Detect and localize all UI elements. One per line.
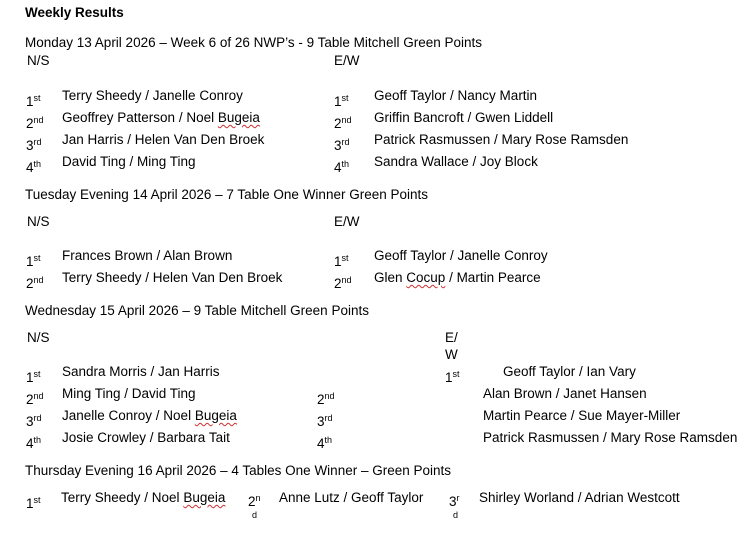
placing: 2nd	[317, 391, 335, 407]
placing: 1st	[334, 93, 349, 109]
pair-name: Terry Sheedy / Noel Bugeia	[61, 490, 226, 505]
tuesday-heading: Tuesday Evening 14 April 2026 – 7 Table One Winner Green Points	[25, 187, 428, 202]
placing: 3rd	[26, 137, 42, 153]
pair-name: Patrick Rasmussen / Mary Rose Ramsden	[374, 132, 629, 147]
placing: 1st	[26, 369, 41, 385]
placing: 4th	[317, 435, 333, 451]
pair-name: Josie Crowley / Barbara Tait	[62, 430, 230, 445]
wednesday-ew-label-1: E/	[445, 330, 458, 345]
placing: 2nd	[334, 115, 352, 131]
placing: 2nd	[26, 391, 44, 407]
pair-name: Sandra Wallace / Joy Block	[374, 154, 538, 169]
placing: 3rd	[26, 413, 42, 429]
pair-name: Griffin Bancroft / Gwen Liddell	[374, 110, 554, 125]
pair-name: Geoffrey Patterson / Noel Bugeia	[62, 110, 260, 125]
pair-name: Terry Sheedy / Janelle Conroy	[62, 88, 243, 103]
placing: 1st	[445, 369, 460, 385]
thursday-heading: Thursday Evening 16 April 2026 – 4 Tables One Winner – Green Points	[25, 463, 452, 478]
page-title: Weekly Results	[25, 5, 124, 20]
pair-name: Shirley Worland / Adrian Westcott	[479, 490, 680, 505]
pair-name: Anne Lutz / Geoff Taylor	[279, 490, 424, 505]
pair-name: David Ting / Ming Ting	[62, 154, 196, 169]
pair-name: Frances Brown / Alan Brown	[62, 248, 233, 263]
placing: 2nd	[26, 275, 44, 291]
tuesday-ns-label: N/S	[27, 214, 50, 229]
placing: 2nd	[334, 275, 352, 291]
pair-name: Ming Ting / David Ting	[62, 386, 196, 401]
placing: 3rd	[334, 137, 350, 153]
placing: 1st	[26, 495, 41, 511]
pair-name: Martin Pearce / Sue Mayer-Miller	[483, 408, 681, 423]
placing: 4th	[334, 159, 350, 175]
monday-heading: Monday 13 April 2026 – Week 6 of 26 NWP’s - 9 Table Mitchell Green Points	[25, 35, 482, 50]
monday-ns-label: N/S	[27, 53, 50, 68]
pair-name: Alan Brown / Janet Hansen	[483, 386, 647, 401]
wednesday-ew-label-2: W	[445, 347, 458, 362]
pair-name: Janelle Conroy / Noel Bugeia	[62, 408, 237, 423]
tuesday-ew-label: E/W	[334, 214, 360, 229]
placing: 1st	[26, 93, 41, 109]
placing: 3$^r$ d	[449, 493, 460, 520]
pair-name: Geoff Taylor / Janelle Conroy	[374, 248, 548, 263]
placing: 1st	[334, 253, 349, 269]
pair-name: Glen Cocup / Martin Pearce	[374, 270, 541, 285]
placing: 3rd	[317, 413, 333, 429]
wednesday-heading: Wednesday 15 April 2026 – 9 Table Mitchell Green Points	[25, 303, 369, 318]
placing: 2nd	[26, 115, 44, 131]
placing: 4th	[26, 435, 42, 451]
pair-name: Geoff Taylor / Ian Vary	[503, 364, 636, 379]
pair-name: Terry Sheedy / Helen Van Den Broek	[62, 270, 283, 285]
pair-name: Sandra Morris / Jan Harris	[62, 364, 220, 379]
pair-name: Patrick Rasmussen / Mary Rose Ramsden	[483, 430, 738, 445]
placing: 1st	[26, 253, 41, 269]
pair-name: Geoff Taylor / Nancy Martin	[374, 88, 538, 103]
placing: 4th	[26, 159, 42, 175]
monday-ew-label: E/W	[334, 53, 360, 68]
pair-name: Jan Harris / Helen Van Den Broek	[62, 132, 265, 147]
wednesday-ns-label: N/S	[27, 330, 50, 345]
placing: 2$^n$ d	[248, 493, 261, 520]
